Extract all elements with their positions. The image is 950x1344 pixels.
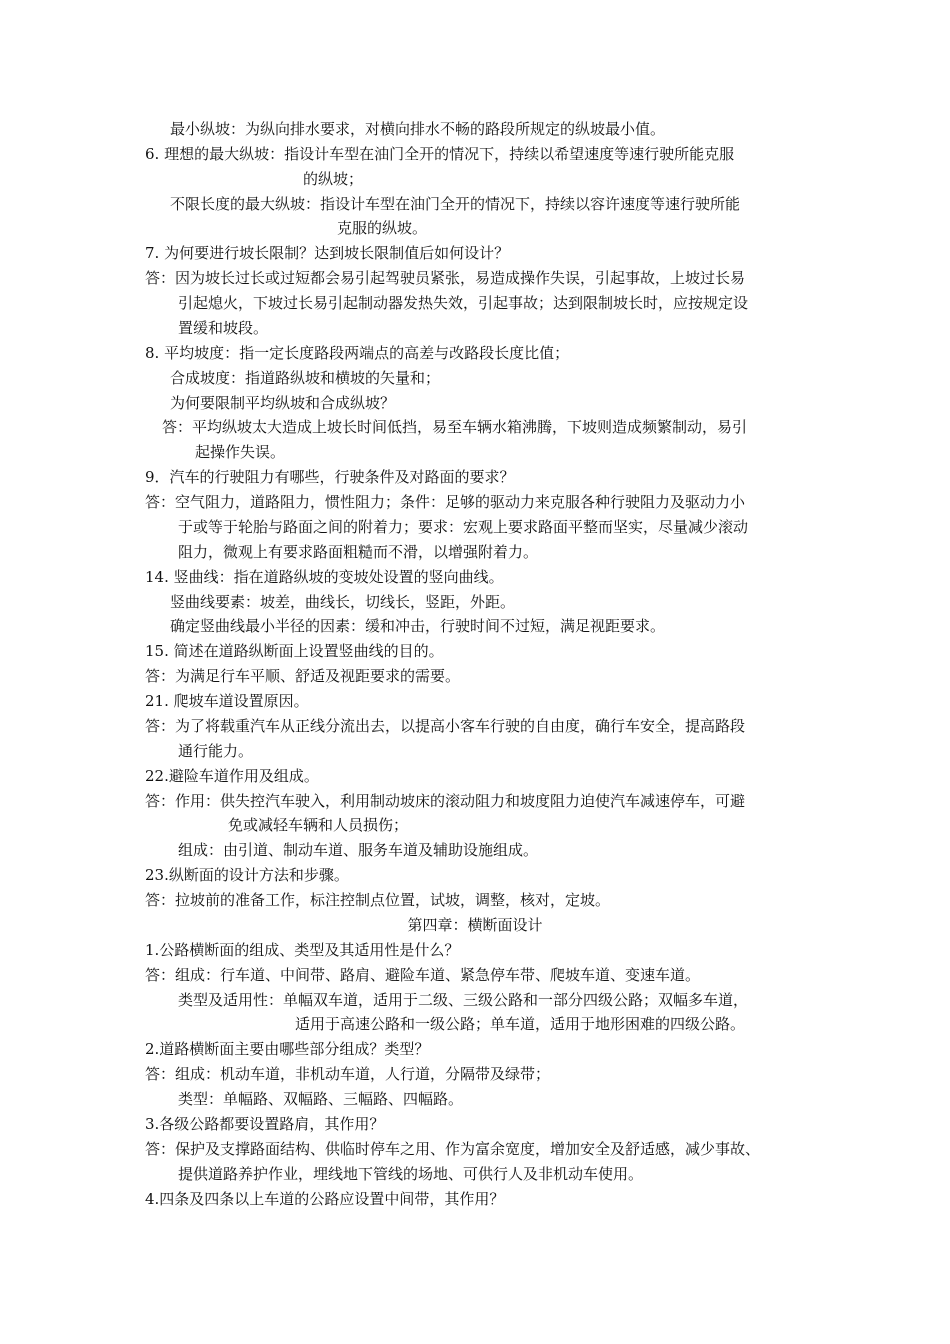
text-line-a23: 答：拉坡前的准备工作，标注控制点位置，试坡，调整，核对，定坡。 xyxy=(145,891,611,909)
text-line-q8-sub: 为何要限制平均纵坡和合成纵坡？ xyxy=(170,394,396,412)
text-line-q22: 22.避险车道作用及组成。 xyxy=(145,767,319,785)
text-line-c4-q1: 1.公路横断面的组成、类型及其适用性是什么？ xyxy=(145,941,460,959)
text-line-vc-elements: 竖曲线要素：坡差，曲线长，切线长，竖距，外距。 xyxy=(170,593,516,611)
text-line-c4-a3: 答：保护及支撑路面结构、供临时停车之用、作为富余宽度，增加安全及舒适感，减少事故、 xyxy=(145,1140,761,1158)
text-line-a9-cont1: 于或等于轮胎与路面之间的附着力；要求：宏观上要求路面平整而坚实，尽量减少滚动 xyxy=(178,518,749,536)
text-line-c4-a2-types: 类型：单幅路、双幅路、三幅路、四幅路。 xyxy=(178,1090,464,1108)
text-line-a7-cont1: 引起熄火，下坡过长易引起制动器发热失效，引起事故；达到限制坡长时，应按规定设 xyxy=(178,294,749,312)
text-line-a22-cont: 免或减轻车辆和人员损伤； xyxy=(228,816,409,834)
text-line-a21: 答：为了将载重汽车从正线分流出去，以提高小客车行驶的自由度，确行车安全，提高路段 xyxy=(145,717,746,735)
text-line-a9-cont2: 阻力，微观上有要求路面粗糙而不滑，以增强附着力。 xyxy=(178,543,539,561)
text-line-q6-cont: 的纵坡； xyxy=(303,170,364,188)
text-line-c4-a1-types-cont: 适用于高速公路和一级公路；单车道，适用于地形困难的四级公路。 xyxy=(295,1015,746,1033)
text-line-a8: 答：平均纵坡太大造成上坡长时间低挡，易至车辆水箱沸腾，下坡则造成频繁制动，易引 xyxy=(162,418,748,436)
text-line-q6: 6. 理想的最大纵坡：指设计车型在油门全开的情况下，持续以希望速度等速行驶所能克服 xyxy=(145,145,735,163)
text-line-q7: 7. 为何要进行坡长限制？达到坡长限制值后如何设计？ xyxy=(145,244,510,262)
text-line-q21: 21. 爬坡车道设置原因。 xyxy=(145,692,309,710)
text-line-a7-cont2: 置缓和坡段。 xyxy=(178,319,269,337)
text-line-q15: 15. 简述在道路纵断面上设置竖曲线的目的。 xyxy=(145,642,444,660)
text-line-unlimited-gradient-cont: 克服的纵坡。 xyxy=(337,219,428,237)
text-line-q23: 23.纵断面的设计方法和步骤。 xyxy=(145,866,349,884)
text-line-vc-radius: 确定竖曲线最小半径的因素：缓和冲击，行驶时间不过短，满足视距要求。 xyxy=(170,617,666,635)
text-line-a22-composition: 组成：由引道、制动车道、服务车道及辅助设施组成。 xyxy=(178,841,539,859)
text-line-c4-q4: 4.四条及四条以上车道的公路应设置中间带，其作用？ xyxy=(145,1190,505,1208)
text-line-c4-a2: 答：组成：机动车道，非机动车道，人行道，分隔带及绿带； xyxy=(145,1065,551,1083)
text-line-q14: 14. 竖曲线：指在道路纵坡的变坡处设置的竖向曲线。 xyxy=(145,568,504,586)
text-line-a8-cont: 起操作失误。 xyxy=(195,443,286,461)
text-line-combined-gradient: 合成坡度：指道路纵坡和横坡的矢量和； xyxy=(170,369,441,387)
text-line-a21-cont: 通行能力。 xyxy=(178,742,254,760)
text-line-a9: 答：空气阻力，道路阻力，惯性阻力；条件：足够的驱动力来克服各种行驶阻力及驱动力小 xyxy=(145,493,746,511)
text-line-a15: 答：为满足行车平顺、舒适及视距要求的需要。 xyxy=(145,667,461,685)
text-line-q8: 8. 平均坡度：指一定长度路段两端点的高差与改路段长度比值； xyxy=(145,344,570,362)
text-line-q9: 9．汽车的行驶阻力有哪些，行驶条件及对路面的要求？ xyxy=(145,468,515,486)
text-line-c4-q3: 3.各级公路都要设置路肩，其作用？ xyxy=(145,1115,385,1133)
text-line-min-gradient: 最小纵坡：为纵向排水要求，对横向排水不畅的路段所规定的纵坡最小值。 xyxy=(170,120,666,138)
text-line-a7: 答：因为坡长过长或过短都会易引起驾驶员紧张，易造成操作失误，引起事故，上坡过长易 xyxy=(145,269,746,287)
chapter-heading: 第四章：横断面设计 xyxy=(407,916,543,934)
text-line-c4-a3-cont: 提供道路养护作业，埋线地下管线的场地、可供行人及非机动车使用。 xyxy=(178,1165,644,1183)
text-line-unlimited-gradient: 不限长度的最大纵坡：指设计车型在油门全开的情况下，持续以容许速度等速行驶所能 xyxy=(170,195,741,213)
text-line-c4-a1-types: 类型及适用性：单幅双车道，适用于二级、三级公路和一部分四级公路；双幅多车道， xyxy=(178,991,749,1009)
text-line-c4-q2: 2.道路横断面主要由哪些部分组成？类型？ xyxy=(145,1040,430,1058)
text-line-a22: 答：作用：供失控汽车驶入，利用制动坡床的滚动阻力和坡度阻力迫使汽车减速停车，可避 xyxy=(145,792,746,810)
text-line-c4-a1: 答：组成：行车道、中间带、路肩、避险车道、紧急停车带、爬坡车道、变速车道。 xyxy=(145,966,701,984)
